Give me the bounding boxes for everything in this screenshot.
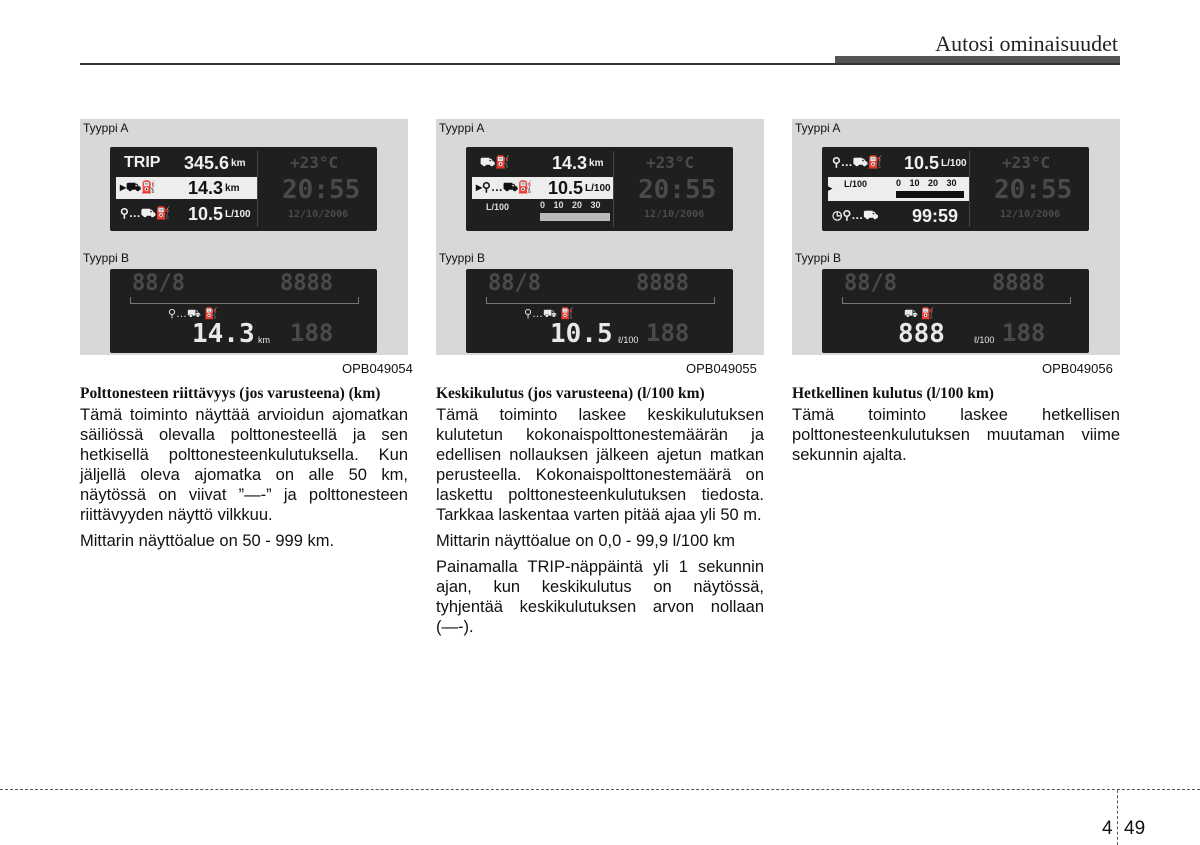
body-paragraph: Tämä toiminto näyttää arvioidun ajomatkan säiliössä olevalla polttonesteellä ja sen hetkisellä polttonesteenkulutuksella. Kun jäljellä oleva ajomatka on alle 50 km, näytössä on viivat ”—-” ja polttonesteen riittävyyden näyttö vilkkuu. [80,406,408,524]
header-rule [80,63,1120,65]
figure-code: OPB049055 [686,361,757,376]
ghost-seg-bottom: 188 [1002,319,1046,347]
ghost-seg-right: 8888 [636,271,689,296]
range-unit: km [589,157,604,169]
body-paragraph: Mittarin näyttöalue on 0,0 - 99,9 l/100 km [436,532,735,550]
footer-dashed-line [0,789,1200,790]
average-value: 10.5 [548,177,584,198]
car-fuel-icon: ⛟⛽ [480,155,511,169]
type-b-label: Tyyppi B [795,251,842,265]
figure-code: OPB049054 [342,361,413,376]
body-paragraph: Tämä toiminto laskee hetkellisen polttonesteenkulutuksen muutaman viime sekunnin ajalta. [792,406,1120,464]
lcd-row-average-selected [472,177,613,199]
average-value: 10.5 [188,203,224,224]
ghost-seg-right: 8888 [280,271,333,296]
section-heading: Polttonesteen riittävyys (jos varusteena) (km) [80,385,381,402]
lcd-display-type-a [466,147,733,231]
figure-panel-average [436,119,764,355]
ghost-temp: +23°C [646,153,695,172]
range-value: 14.3 [552,152,588,173]
lcd-divider [613,151,614,227]
ghost-seg-bottom: 188 [646,319,690,347]
type-a-label: Tyyppi A [83,121,129,135]
lcd-display-type-a [110,147,377,231]
lcd-row-instant-selected [828,177,969,201]
range-unit: km [225,182,240,194]
trip-unit: km [231,157,246,169]
ghost-time: 20:55 [282,175,361,205]
instant-segment-value: 888 [898,319,945,349]
range-value: 14.3 [188,177,224,198]
range-segment-unit: km [258,335,270,345]
page-number: 49 [1124,818,1146,839]
type-b-label: Tyyppi B [83,251,130,265]
lcd-row-range-selected [116,177,257,199]
body-paragraph: Mittarin näyttöalue on 50 - 999 km. [80,532,335,550]
average-value: 10.5 [904,152,940,173]
instant-consumption-bar [896,191,964,198]
average-unit: L/100 [941,157,967,169]
ghost-seg-right: 8888 [992,271,1045,296]
average-segment-unit: ℓ/100 [618,335,639,345]
text-column-average [436,384,764,643]
type-a-label: Tyyppi A [439,121,485,135]
arrow-icon: ▸ [828,183,833,193]
section-heading: Keskikulutus (jos varusteena) (l/100 km) [436,385,705,402]
average-unit: L/100 [585,182,611,194]
car-fuel-arrow-icon: ▸⚲…⛟⛽ [476,180,533,194]
car-fuel-icon: ⚲…⛟⛽ [120,206,171,220]
clock-car-icon: ◷⚲…⛟ [832,208,879,222]
page-number-separator [1117,790,1118,845]
ghost-time: 20:55 [994,175,1073,205]
figure-code: OPB049056 [1042,361,1113,376]
lcd-row-average [828,152,969,174]
text-column-instant [792,384,1120,471]
average-segment-value: 10.5 [550,319,613,349]
figure-panel-instant [792,119,1120,355]
timer-value: 99:59 [912,205,959,226]
lcd-divider [257,151,258,227]
consumption-bar [540,213,610,221]
text-column-range [80,384,408,557]
section-heading: Hetkellinen kulutus (l/100 km) [792,385,994,402]
ghost-seg-bottom: 188 [290,319,334,347]
ghost-temp: +23°C [290,153,339,172]
instant-segment-unit: ℓ/100 [974,335,995,345]
ghost-time: 20:55 [638,175,717,205]
average-unit: L/100 [225,208,251,220]
car-fuel-icon-b: ⚲…⛟ ⛽ [168,308,218,320]
ghost-seg-left: 88/8 [132,271,185,296]
body-paragraph: Tämä toiminto laskee keskikulutuksen kulutetun kokonaispolttonestemäärän ja edellisen nollauksen jälkeen ajetun matkan perusteella. Kokonaispolttonestemäärä on laskettu polttonesteenkulutuksen tiedosta. Tarkkaa laskentaa varten pitää ajaa yli 50 m. [436,406,764,524]
car-fuel-arrow-icon: ▸⛟⛽ [120,180,157,194]
bar-scale: 0 10 20 30 [540,200,601,210]
ghost-date: 12/10/2006 [288,209,349,220]
lcd-display-type-b [822,269,1089,353]
lcd-bracket [842,297,1071,304]
car-fuel-icon-b: ⛟ ⛽ [904,308,935,320]
range-segment-value: 14.3 [192,319,255,349]
body-paragraph: Painamalla TRIP-näppäintä yli 1 sekunnin ajan, kun keskikulutus on näytössä, tyhjentää keskikulutuksen arvon nollaan (—-). [436,558,764,636]
running-header-title: Autosi ominaisuudet [935,31,1118,56]
ghost-seg-left: 88/8 [844,271,897,296]
lcd-divider [969,151,970,227]
car-fuel-icon-b: ⚲…⛟ ⛽ [524,308,574,320]
ghost-date: 12/10/2006 [1000,209,1061,220]
bar-unit: L/100 [844,179,868,189]
chapter-number: 4 [1102,818,1113,839]
bar-scale: 0 10 20 30 [896,178,957,188]
lcd-display-type-a [822,147,1089,231]
figure-panel-range [80,119,408,355]
trip-label: TRIP [124,154,161,171]
lcd-display-type-b [110,269,377,353]
ghost-date: 12/10/2006 [644,209,705,220]
car-fuel-icon: ⚲…⛟⛽ [832,155,883,169]
type-b-label: Tyyppi B [439,251,486,265]
type-a-label: Tyyppi A [795,121,841,135]
bar-unit: L/100 [486,202,510,212]
lcd-bracket [130,297,359,304]
lcd-row-range [472,152,613,174]
lcd-display-type-b [466,269,733,353]
lcd-bracket [486,297,715,304]
lcd-row-timer [828,205,969,227]
ghost-temp: +23°C [1002,153,1051,172]
trip-value: 345.6 [184,152,230,173]
ghost-seg-left: 88/8 [488,271,541,296]
